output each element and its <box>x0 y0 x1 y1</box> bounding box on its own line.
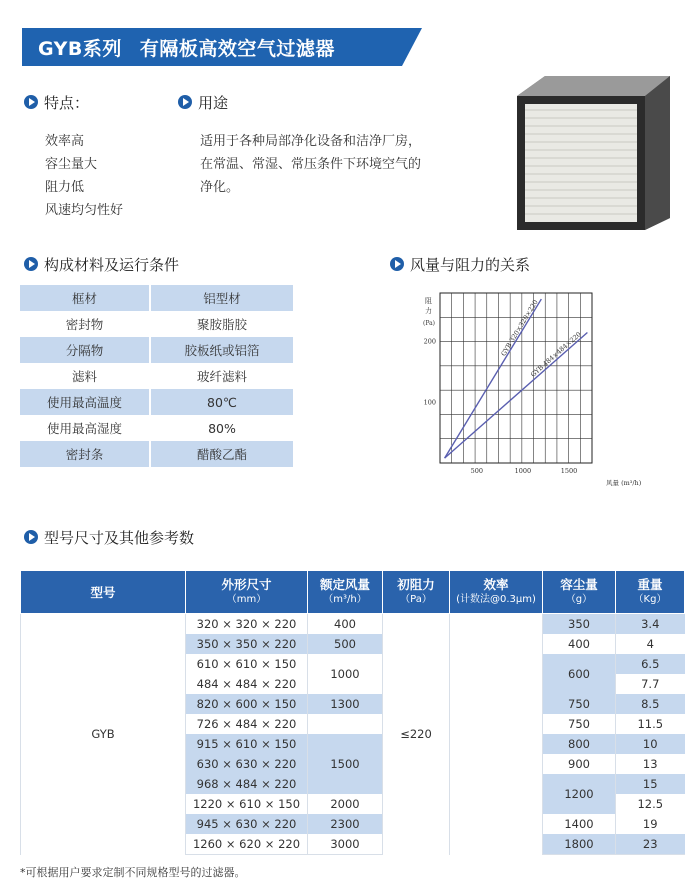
feature-item: 效率高 <box>45 134 85 149</box>
material-key: 滤料 <box>71 369 97 384</box>
feature-item: 风速均匀性好 <box>45 203 124 218</box>
table-row <box>20 337 293 363</box>
material-key: 密封物 <box>65 317 104 332</box>
dust-cell: 750 <box>543 694 616 714</box>
resistance-cell: ≤220 <box>383 614 450 855</box>
chart-series <box>445 298 588 458</box>
material-key: 分隔物 <box>20 337 150 363</box>
model-cell: GYB <box>21 614 186 855</box>
x-axis-label: 风量 (m³/h) <box>606 479 642 487</box>
airflow-cell: 3000 <box>308 834 383 855</box>
col-efficiency: 效率 (计数法@0.3μm) <box>450 571 543 614</box>
materials-heading: 构成材料及运行条件 <box>44 256 180 274</box>
airflow-cell: 500 <box>308 634 383 654</box>
weight-cell: 4 <box>616 634 685 654</box>
dust-cell: 350 <box>543 614 616 635</box>
dust-cell: 800 <box>543 734 616 754</box>
airflow-cell: 1300 <box>308 694 383 714</box>
airflow-cell: 1500 <box>308 734 383 794</box>
material-key: 框材 <box>20 285 150 311</box>
airflow-cell: 1000 <box>308 654 383 694</box>
y-tick-label: 100 <box>423 398 436 407</box>
dust-cell: 600 <box>543 654 616 694</box>
size-cell: 945 × 630 × 220 <box>186 814 308 834</box>
series-label: GYB 320×320×220 <box>499 298 540 358</box>
weight-cell: 8.5 <box>616 694 685 714</box>
arrow-icon <box>178 95 192 109</box>
arrow-icon <box>24 530 38 544</box>
size-cell: 1260 × 620 × 220 <box>186 834 308 855</box>
y-tick-label: 200 <box>423 337 436 346</box>
material-key: 密封条 <box>20 441 150 467</box>
weight-cell: 12.5 <box>616 794 685 814</box>
dust-cell: 750 <box>543 714 616 734</box>
usage-line: 在常温、常湿、常压条件下环境空气的 <box>200 157 422 172</box>
spec-table <box>20 570 685 855</box>
filter-product-image <box>505 68 675 233</box>
weight-cell: 15 <box>616 774 685 794</box>
feature-item: 容尘量大 <box>45 157 98 172</box>
material-value: 玻纤滤料 <box>150 363 293 389</box>
y-tick-labels <box>424 338 436 407</box>
series-label: GYB 484×484×220 <box>529 330 583 379</box>
chart-heading: 风量与阻力的关系 <box>410 256 531 274</box>
spec-heading: 型号尺寸及其他参考数 <box>44 529 195 547</box>
col-size: 外形尺寸 （mm） <box>186 571 308 614</box>
arrow-icon <box>24 95 38 109</box>
airflow-cell: 2300 <box>308 814 383 834</box>
arrow-icon <box>24 257 38 271</box>
chart-grid <box>440 293 592 463</box>
size-cell: 350 × 350 × 220 <box>186 634 308 654</box>
size-cell: 320 × 320 × 220 <box>186 614 308 635</box>
weight-cell: 10 <box>616 734 685 754</box>
x-tick-labels <box>471 467 578 475</box>
table-row <box>20 311 293 337</box>
table-row <box>20 415 293 441</box>
material-value: 醋酸乙酯 <box>150 441 293 467</box>
dust-cell: 1800 <box>543 834 616 855</box>
col-resistance: 初阻力 （Pa） <box>383 571 450 614</box>
size-cell: 726 × 484 × 220 <box>186 714 308 734</box>
page-title <box>38 34 335 61</box>
weight-cell: 19 <box>616 814 685 834</box>
size-cell: 1220 × 610 × 150 <box>186 794 308 814</box>
series-line <box>445 332 588 458</box>
usage-line: 净化。 <box>200 180 240 195</box>
y-axis-label-1: 阻 <box>425 297 432 305</box>
size-cell: 915 × 610 × 150 <box>186 734 308 754</box>
airflow-cell: 2000 <box>308 794 383 814</box>
x-tick-label: 500 <box>470 467 484 475</box>
size-cell: 968 × 484 × 220 <box>186 774 308 794</box>
weight-cell: 6.5 <box>616 654 685 674</box>
dust-cell: 400 <box>543 634 616 654</box>
material-value: 铝型材 <box>150 285 293 311</box>
weight-cell: 11.5 <box>616 714 685 734</box>
airflow-resistance-chart <box>410 285 690 495</box>
weight-cell: 3.4 <box>616 614 685 635</box>
arrow-icon <box>390 257 404 271</box>
weight-cell: 7.7 <box>616 674 685 694</box>
table-row <box>21 614 685 635</box>
feature-item: 阻力低 <box>45 180 85 195</box>
size-cell: 610 × 610 × 150 <box>186 654 308 674</box>
size-cell: 484 × 484 × 220 <box>186 674 308 694</box>
weight-cell: 13 <box>616 754 685 774</box>
y-axis-unit: (Pa) <box>423 320 436 327</box>
col-weight: 重量 （Kg） <box>616 571 685 614</box>
size-cell: 630 × 630 × 220 <box>186 754 308 774</box>
airflow-cell-empty <box>308 714 383 734</box>
dust-cell: 1400 <box>543 814 616 834</box>
size-cell: 820 × 600 × 150 <box>186 694 308 714</box>
table-header-row <box>21 571 685 614</box>
features-heading: 特点： <box>44 94 90 112</box>
usage-heading: 用途 <box>198 94 229 112</box>
series-name: GYB系列 <box>38 38 122 60</box>
x-tick-label: 1000 <box>514 467 532 475</box>
dust-cell: 1200 <box>543 774 616 814</box>
x-tick-label: 1500 <box>560 467 578 475</box>
material-value: 聚胺脂胶 <box>150 311 293 337</box>
materials-table <box>20 285 293 467</box>
footnote: *可根据用户要求定制不同规格型号的过滤器。 <box>20 866 246 879</box>
table-row <box>20 285 293 311</box>
weight-cell: 23 <box>616 834 685 855</box>
material-value: 80℃ <box>150 389 293 415</box>
col-airflow: 额定风量 （m³/h） <box>308 571 383 614</box>
airflow-cell: 400 <box>308 614 383 635</box>
efficiency-cell <box>450 614 543 855</box>
material-key: 使用最高湿度 <box>46 421 122 436</box>
usage-line: 适用于各种局部净化设备和洁净厂房， <box>200 134 422 149</box>
table-row <box>20 441 293 467</box>
col-model: 型号 <box>21 571 186 614</box>
table-row <box>20 389 293 415</box>
col-dust: 容尘量 （g） <box>543 571 616 614</box>
material-value: 80% <box>150 415 293 441</box>
dust-cell: 900 <box>543 754 616 774</box>
plot-frame <box>440 293 592 463</box>
material-key: 使用最高温度 <box>20 389 150 415</box>
material-value: 胶板纸或铝箔 <box>150 337 293 363</box>
table-row <box>20 363 293 389</box>
y-axis-label-2: 力 <box>425 307 432 315</box>
product-name: 有隔板高效空气过滤器 <box>139 38 335 60</box>
